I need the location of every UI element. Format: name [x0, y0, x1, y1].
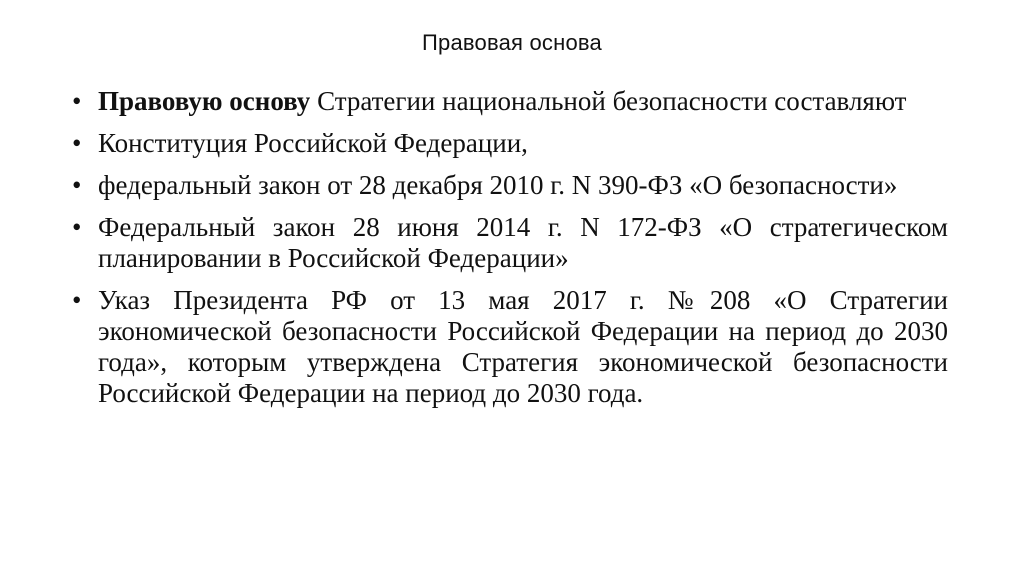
bullet-icon: • [72, 170, 82, 200]
bullet-item-decree-208 [72, 285, 948, 409]
bullet-item-constitution [72, 128, 948, 159]
bullet-text [98, 86, 948, 117]
bullet-text: Конституция Российской Федерации, [98, 128, 528, 158]
bullet-text: Указ Президента РФ от 13 мая 2017 г. №208 «О Стратегии экономической безопасности Российской Федерации на период до 2030 года», которым утверждена Стратегия экономической безопасности Российской Федерации на период до 2030 года. [98, 285, 948, 408]
bullet-icon: • [72, 128, 82, 158]
bullet-icon: • [72, 285, 82, 315]
bullet-list [72, 86, 948, 409]
bullet-text: федеральный закон от 28 декабря 2010 г. N 390-ФЗ «О безопасности» [98, 170, 898, 200]
bullet-bold-lead: Правовую основу [98, 86, 311, 116]
bullet-icon: • [72, 86, 82, 116]
bullet-item-law-390 [72, 170, 948, 201]
slide-title: Правовая основа [422, 30, 602, 55]
slide-content [72, 86, 948, 420]
bullet-text-rest: Стратегии национальной безопасности составляют [310, 86, 907, 116]
bullet-text: Федеральный закон 28 июня 2014 г. N 172-ФЗ «О стратегическом планировании в Российской Федерации» [98, 212, 948, 273]
bullet-icon: • [72, 212, 82, 242]
bullet-item-legal-basis [72, 86, 948, 117]
bullet-item-law-172 [72, 212, 948, 274]
